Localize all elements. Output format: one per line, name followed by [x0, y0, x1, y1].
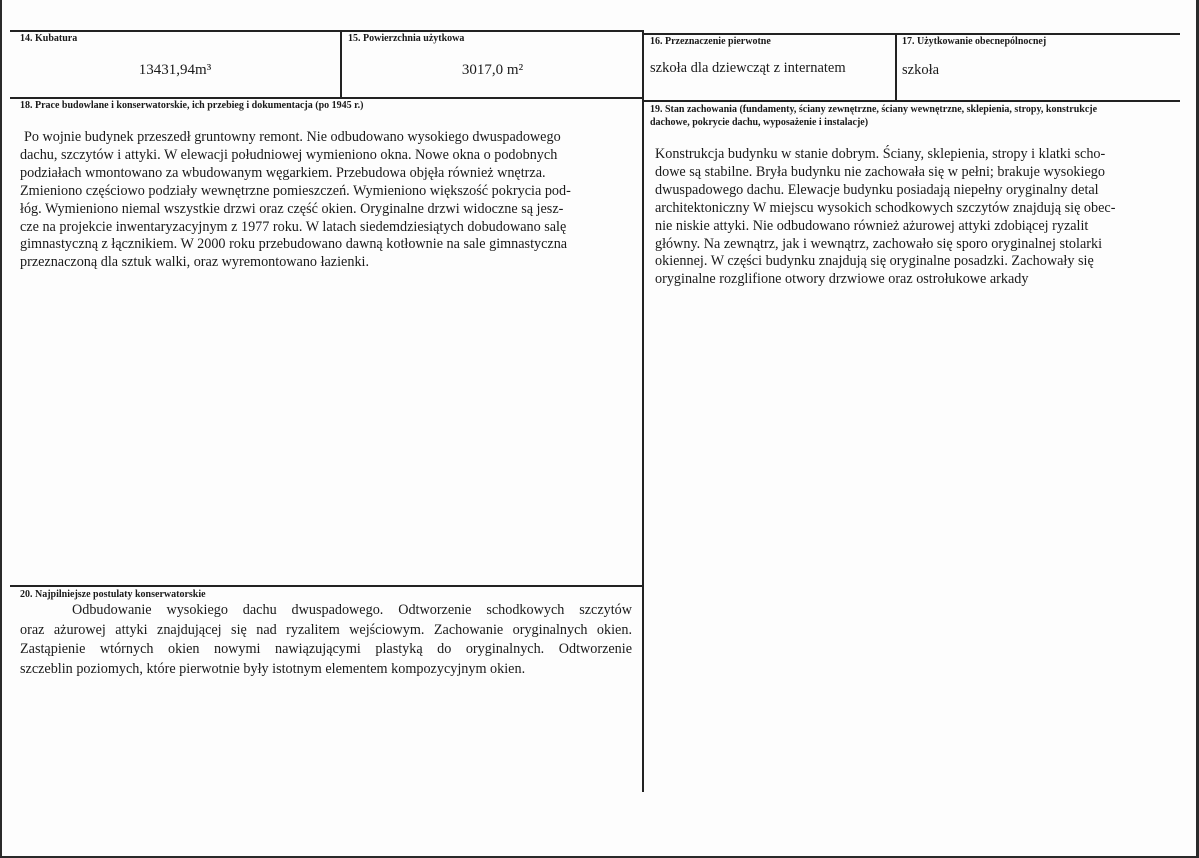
- row-divider-1: [10, 97, 643, 99]
- field-16-label: 16. Przeznaczenie pierwotne: [650, 36, 771, 47]
- field-17-label: 17. Użytkowanie obecnepólnocnej: [902, 36, 1047, 47]
- field-19-line: dowe są stabilne. Bryła budynku nie zachowała się w pełni; brakuje wysokiego: [655, 163, 1105, 180]
- field-18-line: podziałach wmontowano za wbudowanym węgarkiem. Przebudowa objęła również wnętrza.: [20, 164, 546, 181]
- row-divider-2: [10, 585, 644, 587]
- field-18-line: cze na projekcie inwentaryzacyjnym z 1977 roku. W latach siedemdziesiątych dobudowano salę: [20, 218, 567, 235]
- field-18-line: łóg. Wymieniono niemal wszystkie drzwi oraz część okien. Oryginalne drzwi widoczne są jesz-: [20, 200, 564, 217]
- field-14-value: 13431,94m³: [138, 62, 212, 78]
- row-divider-1-right: [643, 100, 1180, 102]
- field-19-label-line1: 19. Stan zachowania (fundamenty, ściany zewnętrzne, ściany wewnętrzne, sklepienia, stropy, konstrukcje: [650, 104, 1098, 115]
- field-20-line: Zastąpienie wtórnych okien nowymi nawiązującymi plastyką do oryginalnych. Odtworzenie: [20, 641, 632, 658]
- field-20-line: oraz ażurowej attyki znajdującej się nad ryzalitem wejściowym. Zachowanie oryginalnych okien.: [20, 621, 632, 638]
- field-19-label-line2: dachowe, pokrycie dachu, wyposażenie i instalacje): [650, 117, 869, 128]
- field-18-label: 18. Prace budowlane i konserwatorskie, ich przebieg i dokumentacja (po 1945 r.): [20, 100, 364, 111]
- field-15-value: 3017,0 m²: [461, 62, 524, 78]
- field-19-line: główny. Na zewnątrz, jak i wewnątrz, zachowało się sporo oryginalnej stolarki: [655, 235, 1103, 252]
- field-19-line: nie niskie attyki. Nie odbudowano również ażurowej attyki zdobiącej ryzalit: [655, 217, 1089, 234]
- field-14-label: 14. Kubatura: [20, 33, 78, 44]
- field-19-line: architektoniczny W miejscu wysokich schodkowych szczytów znajdują się obec-: [655, 199, 1116, 216]
- field-20-line: szczeblin poziomych, które pierwotnie były istotnym elementem kompozycyjnym okien.: [20, 660, 526, 677]
- col-divider-16-17: [895, 33, 897, 101]
- field-20-text: [20, 601, 632, 679]
- field-20-line: Odbudowanie wysokiego dachu dwuspadowego. Odtworzenie schodkowych szczytów: [72, 602, 632, 618]
- sheet-edge-left: [0, 0, 2, 858]
- field-17-value: szkoła: [902, 62, 940, 78]
- field-19-line: dwuspadowego dachu. Elewacje budynku posiadają niepełny oryginalny detal: [655, 181, 1099, 198]
- col-divider-14-15: [340, 30, 342, 98]
- field-15-label: 15. Powierzchnia użytkowa: [348, 33, 465, 44]
- top-rule-right: [642, 33, 1180, 35]
- field-20-label: 20. Najpilniejsze postulaty konserwatorskie: [20, 589, 206, 600]
- top-rule: [10, 30, 642, 32]
- field-19-line: Konstrukcja budynku w stanie dobrym. Ściany, sklepienia, stropy i klatki scho-: [655, 146, 1106, 162]
- field-18-line: gimnastyczną z łącznikiem. W 2000 roku przebudowano dawną kotłownie na sale gimnastyczna: [20, 236, 568, 253]
- field-18-line: Zmieniono częściowo podziały wewnętrzne pomieszczeń. Wymieniono większość pokrycia pod-: [20, 182, 571, 199]
- field-19-line: okiennej. W części budynku znajdują się oryginalne posadzki. Zachowały się: [655, 253, 1094, 270]
- field-19-text: [655, 146, 1165, 289]
- field-18-line: przeznaczoną dla sztuk walki, oraz wyremontowano łazienki.: [20, 254, 370, 271]
- field-18-line: dachu, szczytów i attyki. W elewacji południowej wymieniono okna. Nowe okna o podobnych: [20, 146, 558, 163]
- field-18-text: [20, 129, 630, 272]
- field-16-value: szkoła dla dziewcząt z internatem: [650, 60, 846, 76]
- field-18-line: Po wojnie budynek przeszedł gruntowny remont. Nie odbudowano wysokiego dwuspadowego: [24, 129, 561, 145]
- col-divider-main: [642, 30, 644, 792]
- field-19-line: oryginalne rozglifione otwory drzwiowe oraz ostrołukowe arkady: [655, 271, 1029, 288]
